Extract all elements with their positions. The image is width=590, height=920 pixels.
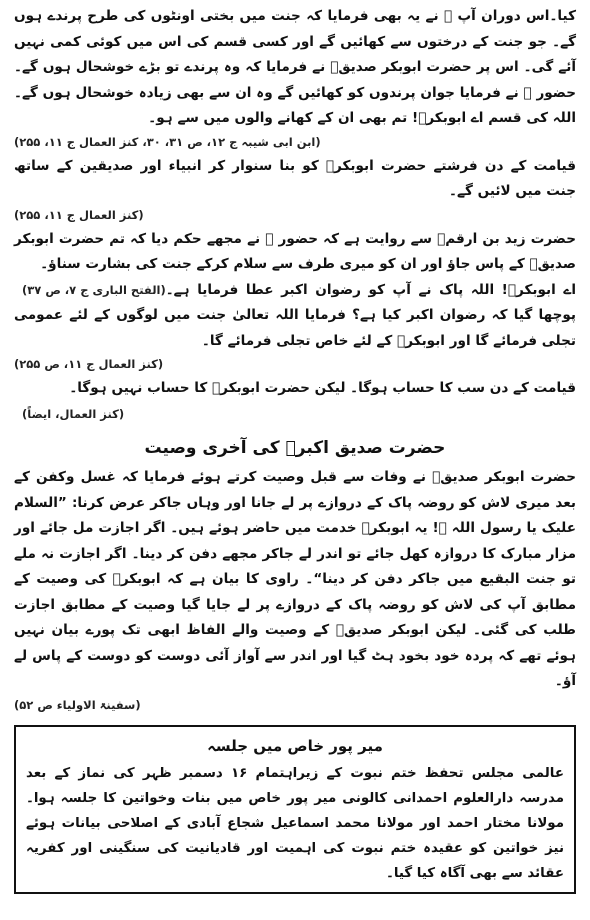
- source-citation: (کنز العمال ج ۱۱، ص ۲۵۵): [14, 357, 164, 371]
- paragraph-zaid-bin-arqam: [14, 227, 576, 297]
- news-box: [14, 725, 576, 894]
- source-citation: (الفتح الباری ج ۷، ص ۳۷): [22, 282, 166, 297]
- paragraph-text: قیامت کے دن سب کا حساب ہوگا۔ لیکن حضرت ابوبکرؓ کا حساب نہیں ہوگا۔: [69, 380, 576, 396]
- news-box-body: عالمی مجلس تحفظ ختم نبوت کے زیراہتمام ۱۶ دسمبر ظہر کی نماز کے بعد مدرسہ دارالعلوم احمدانی کالونی میر پور خاص میں بنات وخواتین کا جلسہ ہوا۔ مولانا مختار احمد اور مولانا محمد اسماعیل شجاع آبادی کے اصلاحی بیانات ہوئے نیز خواتین کو عقیدہ ختم نبوت کی اہمیت اور قادیانیت کی سنگینی اور کفریہ عقائد سے بھی آگاہ کیا گیا۔: [26, 765, 564, 881]
- paragraph-text: قیامت کے دن فرشتے حضرت ابوبکرؓ کو بنا سنوار کر انبیاء اور صدیقین کے ساتھ جنت میں لائیں گے۔: [14, 157, 576, 199]
- source-citation: (سفینۃ الاولیاء ص ۵۲): [14, 697, 141, 712]
- paragraph-text: حضرت زید بن ارقمؓ سے روایت ہے کہ حضور ﷺ نے مجھے حکم دیا کہ تم حضرت ابوبکر صدیقؓ کے پاس جاؤ اور ان کو میری طرف سے سلام کرکے جنت کی بشارت سناؤ۔: [14, 230, 576, 272]
- paragraph-ridwan-akbar: اے ابوبکرؓ! اللہ پاک نے آپ کو رضوان اکبر عطا فرمایا ہے۔ پوچھا گیا کہ رضوان اکبر کیا ہے؟ فرمایا اللہ تعالیٰ جنت میں لوگوں کے لئے عمومی تجلی فرمائے گا اور ابوبکرؓ کے لئے خاص تجلی فرمائے گا۔: [14, 281, 576, 349]
- paragraph-last-will: حضرت ابوبکر صدیقؓ نے وفات سے قبل وصیت کرتے ہوئے فرمایا کہ غسل وکفن کے بعد میری لاش کو روضہ پاک کے دروازے پر لے جانا اور وہاں جاکر عرض کرنا: ”السلام علیک یا رسول اللہ ﷺ! یہ ابوبکرؓ خدمت میں حاضر ہوئے ہیں۔ اگر اجازت مل جائے اور مزار مبارک کا دروازہ کھل جائے تو اندر لے جاکر مجھے دفن کر دینا۔ اگر اجازت نہ ملے تو جنت البقیع میں جاکر دفن کر دینا“۔ راوی کا بیان ہے کہ ابوبکرؓ کی وصیت کے مطابق آپ کی لاش کو روضہ پاک کے دروازے پر لے جایا گیا وصیت کے مطابق اجازت طلب کی گئی۔ لیکن ابوبکر صدیقؓ کے وصیت والے الفاظ ابھی تک پورے بیان نہیں ہوئے تھے کہ پردہ خود بخود ہٹ گیا اور اندر سے آواز آئی دوست کو دوست کے پاس لے آؤ۔: [14, 469, 576, 689]
- source-citation: (ابن ابی شیبہ ج ۱۲، ص ۳۱، ۳۰، کنز العمال ج ۱۱، ۲۵۵): [14, 134, 321, 149]
- paragraph-angels-adorn: [14, 154, 576, 205]
- paragraph-no-reckoning: [14, 376, 576, 421]
- source-citation: (کنز العمال، ایضاً): [22, 406, 125, 421]
- paragraph-birds-of-paradise: کیا۔اس دوران آپ ﷺ نے یہ بھی فرمایا کہ جنت میں بختی اونٹوں کی طرح پرندے ہوں گے۔ جو جنت کے درختوں سے کھائیں گے اور کسی قسم کی اس میں کوئی کمی نہیں آئے گی۔ اس پر حضرت ابوبکر صدیقؓ نے فرمایا کہ وہ پرندے تو بڑے خوشحال ہوں گے۔ حضور ﷺ نے فرمایا جوان پرندوں کو کھائیں گے وہ ان سے بھی زیادہ خوشحال ہوں گے۔ اللہ کی قسم اے ابوبکرؓ! تم بھی ان کے کھانے والوں میں سے ہو۔: [14, 8, 576, 126]
- section-heading: حضرت صدیق اکبرؓ کی آخری وصیت: [144, 438, 446, 458]
- news-box-title: میر پور خاص میں جلسہ: [207, 736, 383, 755]
- source-citation: (کنز العمال ج ۱۱، ۲۵۵): [14, 207, 144, 222]
